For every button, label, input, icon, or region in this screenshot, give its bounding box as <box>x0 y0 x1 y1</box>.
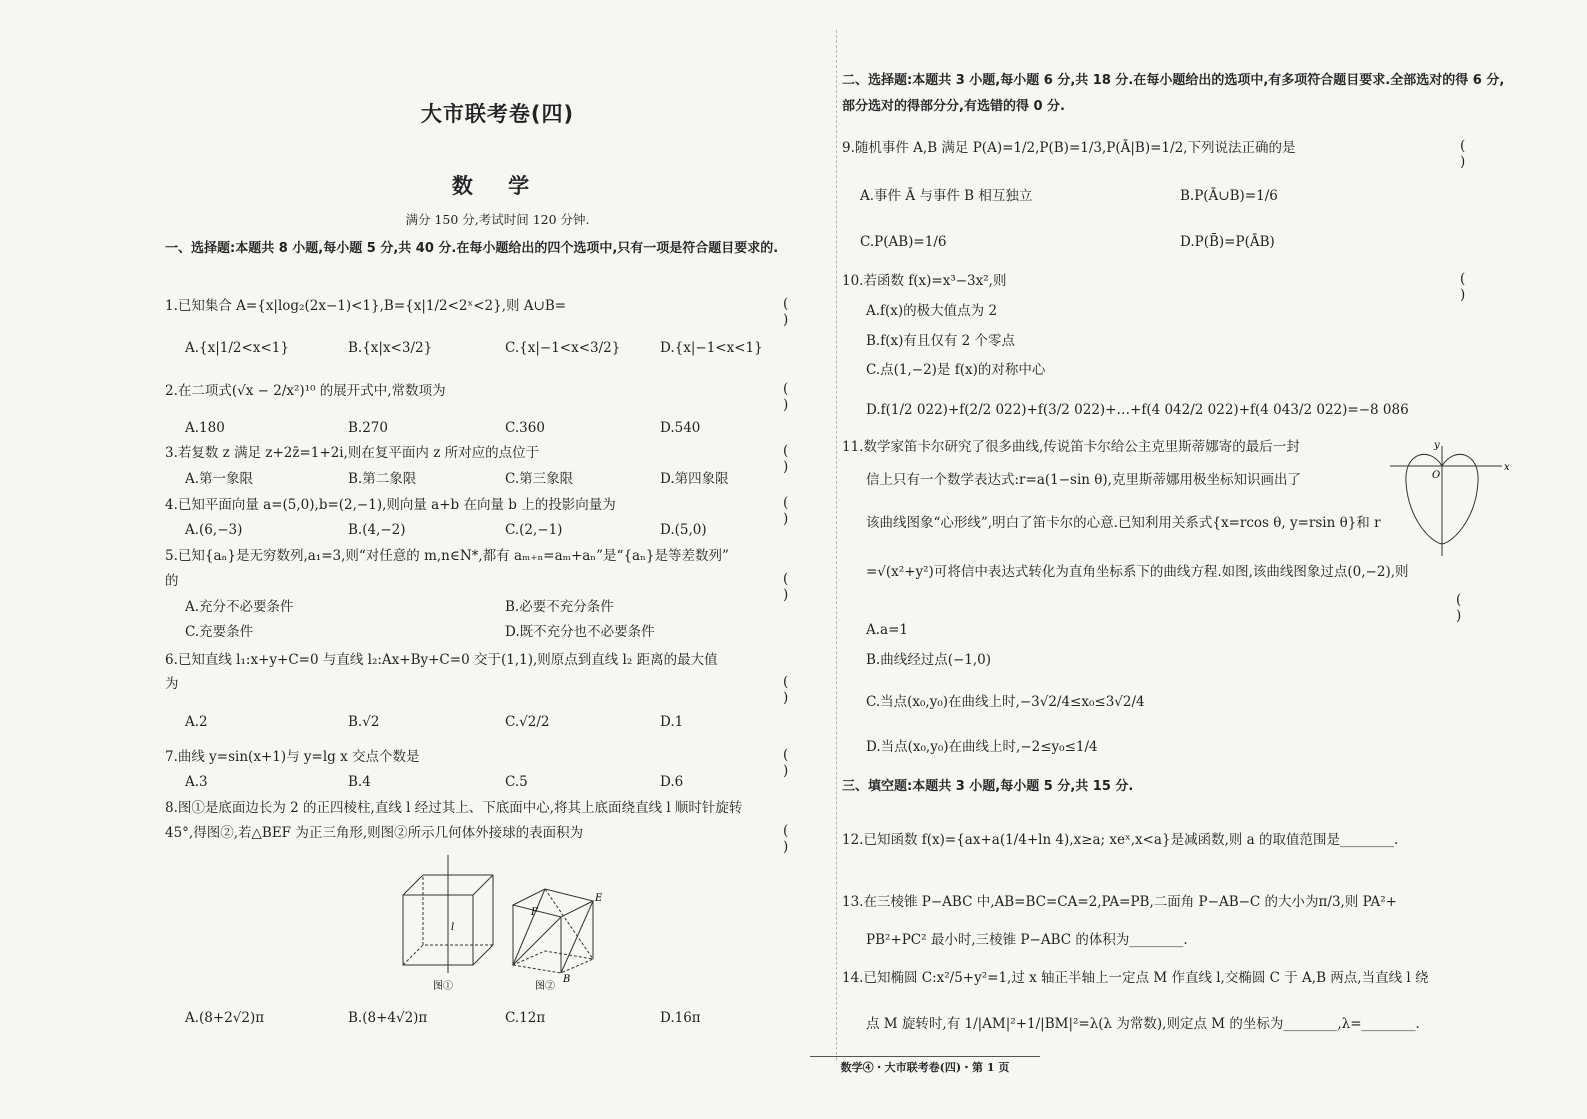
q11-line-4: =√(x²+y²)可将信中表达式转化为直角坐标系下的曲线方程.如图,该曲线图象过点(0,−2),则 <box>866 564 1409 580</box>
q10-answer-bracket: ( ) <box>1460 271 1484 303</box>
q2-answer-bracket: ( ) <box>783 381 807 413</box>
q13-line-1: 13.在三棱锥 P−ABC 中,AB=BC=CA=2,PA=PB,二面角 P−AB−C 的大小为π/3,则 PA²+ <box>842 894 1397 910</box>
q11-line-2: 信上只有一个数学表达式:r=a(1−sin θ),克里斯蒂娜用极坐标知识画出了 <box>866 472 1301 488</box>
q11-cardioid-figure <box>1390 438 1515 558</box>
q2-option-a: A.180 <box>185 420 225 436</box>
prism-figure-1 <box>403 855 493 973</box>
page-fold <box>836 30 837 1060</box>
q10-option-c: C.点(1,−2)是 f(x)的对称中心 <box>866 362 1046 378</box>
exam-title: 大市联考卷(四) <box>420 102 575 126</box>
q5-option-b: B.必要不充分条件 <box>505 599 614 615</box>
q9-option-a: A.事件 Ā 与事件 B 相互独立 <box>860 188 1033 204</box>
q5-option-c: C.充要条件 <box>185 624 254 640</box>
q11-line-3: 该曲线图象“心形线”,明白了笛卡尔的心意.已知利用关系式{x=rcos θ, y=rsin θ}和 r <box>866 515 1381 531</box>
q7-option-b: B.4 <box>348 774 371 790</box>
twisted-prism-figure-2 <box>513 889 593 973</box>
q8-option-c: C.12π <box>505 1010 546 1026</box>
q3-option-b: B.第二象限 <box>348 471 417 487</box>
q8-stem: 8.图①是底面边长为 2 的正四棱柱,直线 l 经过其上、下底面中心,将其上底面绕直线 l 顺时针旋转 <box>165 800 743 816</box>
q10-option-b: B.f(x)有且仅有 2 个零点 <box>866 333 1016 349</box>
q11-answer-bracket: ( ) <box>1456 592 1480 624</box>
q5-option-a: A.充分不必要条件 <box>185 599 294 615</box>
y-axis-label: y <box>1434 440 1440 451</box>
q1-option-b: B.{x|x<3/2} <box>348 340 433 356</box>
page-footer: 数学④・大市联考卷(四)・第 1 页 <box>810 1056 1040 1075</box>
q3-option-a: A.第一象限 <box>185 471 254 487</box>
q8-point-f: F <box>531 907 538 918</box>
q14-line-1: 14.已知椭圆 C:x²/5+y²=1,过 x 轴正半轴上一定点 M 作直线 l,交椭圆 C 于 A,B 两点,当直线 l 绕 <box>842 970 1429 986</box>
q3-answer-bracket: ( ) <box>783 443 807 475</box>
q6-option-b: B.√2 <box>348 714 380 730</box>
q8-option-b: B.(8+4√2)π <box>348 1010 428 1026</box>
q7-option-a: A.3 <box>185 774 208 790</box>
q4-option-a: A.(6,−3) <box>185 522 243 538</box>
q1-option-d: D.{x|−1<x<1} <box>660 340 763 356</box>
q10-stem: 10.若函数 f(x)=x³−3x²,则 <box>842 273 1007 289</box>
fig2-caption: 图② <box>535 981 555 992</box>
q10-option-d: D.f(1/2 022)+f(2/2 022)+f(3/2 022)+…+f(4 042/2 022)+f(4 043/2 022)=−8 086 <box>866 402 1409 418</box>
q6-stem: 6.已知直线 l₁:x+y+C=0 与直线 l₂:Ax+By+C=0 交于(1,1),则原点到直线 l₂ 距离的最大值 <box>165 652 718 668</box>
q5-option-d: D.既不充分也不必要条件 <box>505 624 655 640</box>
q8-option-d: D.16π <box>660 1010 701 1026</box>
q8-stem-cont: 45°,得图②,若△BEF 为正三角形,则图②所示几何体外接球的表面积为 <box>165 825 584 841</box>
section-3-heading: 三、填空题:本题共 3 小题,每小题 5 分,共 15 分. <box>842 779 1134 794</box>
q11-option-a: A.a=1 <box>866 622 908 638</box>
q6-answer-bracket: ( ) <box>783 674 807 706</box>
q6-option-c: C.√2/2 <box>505 714 550 730</box>
q3-option-d: D.第四象限 <box>660 471 729 487</box>
q9-stem: 9.随机事件 A,B 满足 P(A)=1/2,P(B)=1/3,P(Ā|B)=1/2,下列说法正确的是 <box>842 140 1296 156</box>
q7-answer-bracket: ( ) <box>783 747 807 779</box>
q8-line-label-l: l <box>451 922 455 933</box>
q2-option-c: C.360 <box>505 420 545 436</box>
q1-option-a: A.{x|1/2<x<1} <box>185 340 289 356</box>
section-2-heading: 二、选择题:本题共 3 小题,每小题 6 分,共 18 分.在每小题给出的选项中,有多项符合题目要求.全部选对的得 6 分,部分选对的得部分分,有选错的得 0 分. <box>842 73 1505 114</box>
q8-option-a: A.(8+2√2)π <box>185 1010 265 1026</box>
q8-answer-bracket: ( ) <box>783 823 807 855</box>
q11-option-c: C.当点(x₀,y₀)在曲线上时,−3√2/4≤x₀≤3√2/4 <box>866 694 1145 710</box>
subject-title: 数 学 <box>451 174 544 198</box>
q6-option-d: D.1 <box>660 714 684 730</box>
q12-stem: 12.已知函数 f(x)={ax+a(1/4+ln 4),x≥a; xeˣ,x<a}是减函数,则 a 的取值范围是________. <box>842 832 1399 848</box>
q1-option-c: C.{x|−1<x<3/2} <box>505 340 621 356</box>
q6-stem-cont: 为 <box>165 676 179 692</box>
q4-answer-bracket: ( ) <box>783 495 807 527</box>
section-1-heading: 一、选择题:本题共 8 小题,每小题 5 分,共 40 分.在每小题给出的四个选项中,只有一项是符合题目要求的. <box>165 241 779 256</box>
q2-option-b: B.270 <box>348 420 388 436</box>
q7-option-d: D.6 <box>660 774 684 790</box>
q7-option-c: C.5 <box>505 774 528 790</box>
q9-option-b: B.P(Ā∪B)=1/6 <box>1180 188 1278 204</box>
q4-option-c: C.(2,−1) <box>505 522 563 538</box>
q1-stem: 1.已知集合 A={x|log₂(2x−1)<1},B={x|1/2<2ˣ<2},则 A∪B= <box>165 298 567 314</box>
q14-line-2: 点 M 旋转时,有 1/|AM|²+1/|BM|²=λ(λ 为常数),则定点 M 的坐标为________,λ=________. <box>866 1016 1420 1032</box>
q8-point-b: B <box>563 974 571 985</box>
q7-stem: 7.曲线 y=sin(x+1)与 y=lg x 交点个数是 <box>165 749 420 765</box>
q4-stem: 4.已知平面向量 a=(5,0),b=(2,−1),则向量 a+b 在向量 b 上的投影向量为 <box>165 497 616 513</box>
q1-answer-bracket: ( ) <box>783 296 807 328</box>
q9-option-d: D.P(B̄)=P(ĀB) <box>1180 234 1275 250</box>
q8-figures <box>395 855 625 995</box>
q5-answer-bracket: ( ) <box>783 571 807 603</box>
q11-option-b: B.曲线经过点(−1,0) <box>866 652 992 668</box>
q10-option-a: A.f(x)的极大值点为 2 <box>866 303 998 319</box>
q9-option-c: C.P(AB)=1/6 <box>860 234 947 250</box>
q5-stem: 5.已知{aₙ}是无穷数列,a₁=3,则“对任意的 m,n∈N*,都有 aₘ₊ₙ=aₘ+aₙ”是“{aₙ}是等差数列” <box>165 548 729 564</box>
fig1-caption: 图① <box>433 981 453 992</box>
q3-stem: 3.若复数 z 满足 z+2z̄=1+2i,则在复平面内 z 所对应的点位于 <box>165 445 540 461</box>
q5-stem-cont: 的 <box>165 573 179 589</box>
x-axis-label: x <box>1504 462 1510 473</box>
q6-option-a: A.2 <box>185 714 208 730</box>
q2-option-d: D.540 <box>660 420 701 436</box>
q11-line-1: 11.数学家笛卡尔研究了很多曲线,传说笛卡尔给公主克里斯蒂娜寄的最后一封 <box>842 439 1300 455</box>
q4-option-d: D.(5,0) <box>660 522 707 538</box>
q3-option-c: C.第三象限 <box>505 471 574 487</box>
origin-label: O <box>1432 470 1441 481</box>
q9-answer-bracket: ( ) <box>1460 138 1484 170</box>
q2-stem: 2.在二项式(√x − 2/x²)¹⁰ 的展开式中,常数项为 <box>165 383 446 399</box>
q13-line-2: PB²+PC² 最小时,三棱锥 P−ABC 的体积为________. <box>866 932 1188 948</box>
q4-option-b: B.(4,−2) <box>348 522 406 538</box>
exam-info: 满分 150 分,考试时间 120 分钟. <box>405 212 590 227</box>
q11-option-d: D.当点(x₀,y₀)在曲线上时,−2≤y₀≤1/4 <box>866 739 1098 755</box>
q8-point-e: E <box>595 893 603 904</box>
